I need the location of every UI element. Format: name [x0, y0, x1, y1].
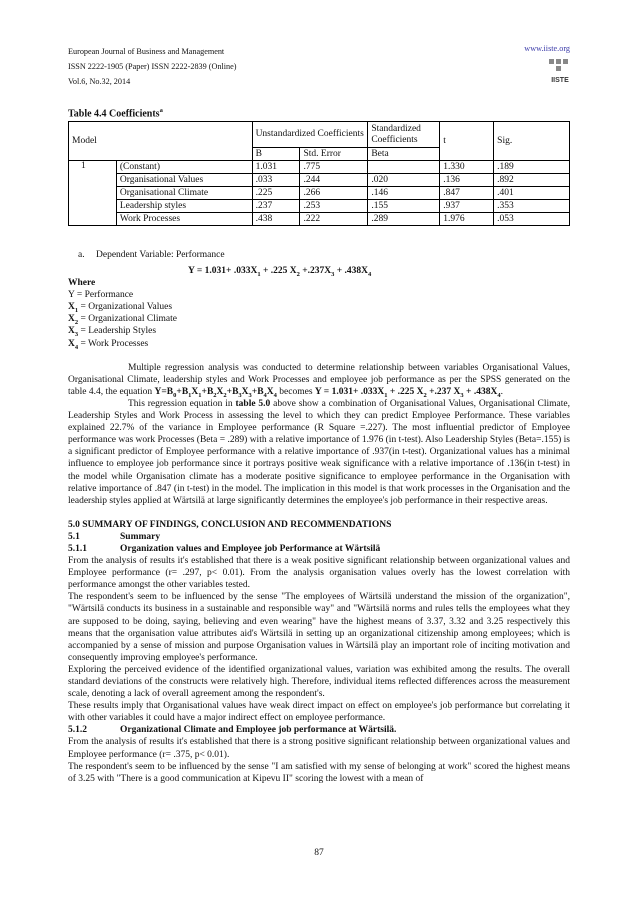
- where-x4: $X_4$ = Work Processes: [68, 338, 149, 351]
- cell-b: .438: [252, 213, 300, 226]
- section-heading: 5.0 SUMMARY OF FINDINGS, CONCLUSION AND RECOMMENDATIONS: [68, 519, 392, 530]
- coefficients-table: [68, 121, 570, 226]
- header-b: B: [252, 148, 300, 161]
- where-x3: $X_3$ = Leadership Styles: [68, 326, 157, 339]
- cell-sig: .053: [494, 213, 570, 226]
- table-title: Table 4.4 Coefficients$^a$: [68, 107, 163, 120]
- where-title: Where: [68, 278, 96, 289]
- cell-se: .244: [300, 174, 368, 187]
- cell-t: 1.330: [440, 161, 494, 174]
- header-t: t: [440, 122, 494, 161]
- cell-se: .253: [300, 200, 368, 213]
- cell-b: .033: [252, 174, 300, 187]
- cell-beta: .289: [368, 213, 440, 226]
- paragraph: From the analysis of results it's established that there is a weak positive significant relationship between organizational values and Employee performance (r= .297, p< 0.01). From the analysis organisation values overly has the lowest correlation with performance amongst the other variables tested.: [68, 556, 570, 591]
- row-label: (Constant): [116, 161, 252, 174]
- paragraph: These results imply that Organisational values have weak direct impact on effect on employee's job performance but correlating it with other variables it could have a major indirect effect on employee performance.: [68, 701, 570, 724]
- paragraph-interpretation: This regression equation in table 5.0 above show a combination of Organisational Values, Organisational Climate, Leadership Styles and Work Process in assessing the level to which they can predict Employee Performance. These variables explained 22.7% of the variance in Employee performance (R Square =.227). The most influential predictor of Employee performance was work Processes (Beta = .289) with a relative importance of 1.976 (in t-test). Also Leadership Styles (Beta=.155) is a significant predictor of Employee performance with a relative importance of .937(in t-test). Organizational values has a minimal influence to employee job performance since it portrays positive weak significance with a relative importance of .136(in t-test) in the model while Organisation climate has a moderate positive significance to employee performance in the Organisation with relative importance of .847 (in t-test) in the model. The implication in this model is that work processes in the Organisation and the leadership styles applied at Wärtsilä at large significantly determines the employee's job performance in their respective areas.: [68, 398, 570, 506]
- header-standardized: Standardized Coefficients: [368, 122, 440, 148]
- page-body: [68, 265, 570, 785]
- table-footnote: a. Dependent Variable: Performance: [78, 250, 225, 260]
- header-sig: Sig.: [494, 122, 570, 161]
- journal-name: European Journal of Business and Management: [68, 47, 225, 56]
- table-header-row: [69, 122, 570, 148]
- cell-t: 1.976: [440, 213, 494, 226]
- subsection-heading: 5.1 Summary: [68, 531, 161, 542]
- header-std-error: Std. Error: [300, 148, 368, 161]
- table-row: [69, 213, 570, 226]
- paragraph: The respondent's seem to be influenced by the sense "The employees of Wärtsilä understand the mission of the organization", "Wärtsilä conducts its business in a sustainable and responsible way" and "Wärtsilä norms and rules tells the employees what they are supposed to be doing, saying, believing and even wearing" have the highest means of 3.37, 3.32 and 3.25 respectively this means that the organisation value attributes aid's Wärtsilä in setting up an organizational citizenship among employees; which is accompanied by a sense of mission and purpose Organisation values in Wärtsilä play an important role of inciting motivation and consequently improving employee's performance.: [68, 592, 570, 663]
- cell-se: .222: [300, 213, 368, 226]
- model-number: 1: [69, 161, 117, 226]
- journal-issn: ISSN 2222-1905 (Paper) ISSN 2222-2839 (Online): [68, 62, 237, 71]
- paragraph: Exploring the perceived evidence of the identified organizational values, variation was exhibited among the results. The overall standard deviations of the constructs were relatively high. Therefore, individual items reflected differences across the measurement scale, denoting a lack of overall agreement among the respondent's.: [68, 664, 570, 700]
- paragraph-regression: Multiple regression analysis was conducted to determine relationship between variables Organisational Values, Organisational Climate, leadership styles and Work Processes and employee job performance as per the SPSS generated on the table 4.4, the equation $Y=B_0+B_1X_1+B_2X_2+B_3X_3+B_4X_4$ becomes $Y = 1.031+ .033X_1 + .225$ $X_2 +.237$ $X_3 + .438X_4$.: [68, 362, 570, 399]
- header-beta: Beta: [368, 148, 440, 161]
- table-row: [69, 174, 570, 187]
- cell-sig: .401: [494, 187, 570, 200]
- cell-se: .266: [300, 187, 368, 200]
- cell-b: .225: [252, 187, 300, 200]
- cell-sig: .892: [494, 174, 570, 187]
- subsubsection-heading: 5.1.1 Organization values and Employee job Performance at Wärtsilä: [68, 543, 381, 554]
- iiste-logo: [547, 57, 573, 85]
- cell-beta: .020: [368, 174, 440, 187]
- table-row: [69, 161, 570, 174]
- journal-header: [68, 44, 237, 89]
- cell-beta: .155: [368, 200, 440, 213]
- page-number: 87: [314, 848, 324, 858]
- table-row: [69, 187, 570, 200]
- cell-sig: .353: [494, 200, 570, 213]
- cell-t: .847: [440, 187, 494, 200]
- table-row: [69, 200, 570, 213]
- row-label: Organisational Climate: [116, 187, 252, 200]
- regression-equation: $Y = 1.031+ .033X_1 + .225$ $X_2 +.237X_3 + .438X_4$: [188, 266, 372, 278]
- cell-beta: .146: [368, 187, 440, 200]
- where-x2: $X_2$ = Organizational Climate: [68, 314, 177, 327]
- cell-b: 1.031: [252, 161, 300, 174]
- header-model: Model: [69, 122, 253, 161]
- cell-t: .937: [440, 200, 494, 213]
- header-unstandardized: Unstandardized Coefficients: [252, 122, 368, 148]
- row-label: Organisational Values: [116, 174, 252, 187]
- subsubsection-heading: 5.1.2 Organizational Climate and Employee job performance at Wärtsilä.: [68, 725, 397, 736]
- cell-t: .136: [440, 174, 494, 187]
- cell-sig: .189: [494, 161, 570, 174]
- row-label: Work Processes: [116, 213, 252, 226]
- journal-volume: Vol.6, No.32, 2014: [68, 77, 131, 86]
- journal-url-link[interactable]: www.iiste.org: [524, 44, 570, 53]
- paragraph: From the analysis of results it's established that there is a strong positive significant relationship between organizational values and Employee performance (r= .375, p< 0.01).: [68, 737, 570, 760]
- where-x1: $X_1$ = Organizational Values: [68, 302, 173, 315]
- cell-beta: [368, 161, 440, 174]
- cell-se: .775: [300, 161, 368, 174]
- cell-b: .237: [252, 200, 300, 213]
- svg-text:IISTE: IISTE: [551, 77, 569, 84]
- paragraph: The respondent's seem to be influenced by the sense "I am satisfied with my sense of belonging at work" scored the highest means of 3.25 with "There is a good communication at Kipevu II" scoring the lowest with a mean of: [68, 761, 570, 784]
- row-label: Leadership styles: [116, 200, 252, 213]
- where-y: Y = Performance: [68, 290, 134, 301]
